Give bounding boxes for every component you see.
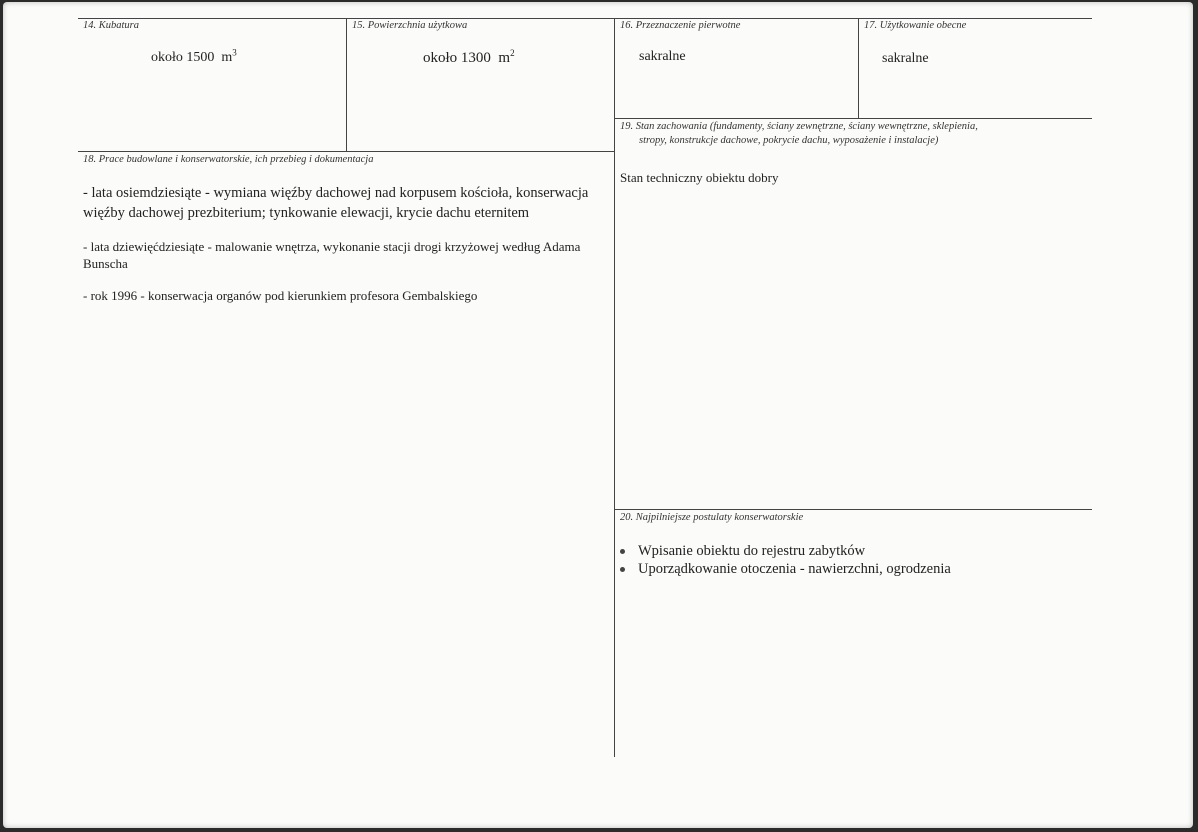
field-16-title: 16. Przeznaczenie pierwotne bbox=[620, 20, 741, 31]
field-19-value: Stan techniczny obiektu dobry bbox=[620, 170, 779, 185]
field-18-item-2: - lata dziewięćdziesiąte - malowanie wnętrza, wykonanie stacji drogi krzyżowej według Adama Bunscha bbox=[83, 239, 581, 271]
grid-line-v1 bbox=[346, 18, 347, 152]
field-20-item-1: Wpisanie obiektu do rejestru zabytków bbox=[617, 542, 951, 560]
grid-line-v2 bbox=[614, 18, 615, 757]
kubatura-unit: m bbox=[221, 50, 233, 65]
field-18-item-1: - lata osiemdziesiąte - wymiana więźby dachowej nad korpusem kościoła, konserwacja więźby dachowej prezbiterium; tynkowanie elewacji, krycie dachu eternitem bbox=[83, 185, 589, 221]
kubatura-value: około 1500 bbox=[151, 50, 215, 65]
field-18-item-3: - rok 1996 - konserwacja organów pod kierunkiem profesora Gembalskiego bbox=[83, 288, 478, 303]
grid-line-h18 bbox=[78, 151, 614, 152]
grid-line-v3 bbox=[858, 18, 859, 118]
field-18-title: 18. Prace budowlane i konserwatorskie, ich przebieg i dokumentacja bbox=[83, 154, 374, 165]
field-15-title: 15. Powierzchnia użytkowa bbox=[352, 20, 468, 31]
field-20-title: 20. Najpilniejsze postulaty konserwatorskie bbox=[620, 512, 804, 523]
field-14-title: 14. Kubatura bbox=[83, 20, 140, 31]
field-19-title-line1: 19. Stan zachowania (fundamenty, ściany zewnętrzne, ściany wewnętrzne, sklepienia, bbox=[620, 121, 978, 132]
powierzchnia-exponent: 2 bbox=[510, 48, 515, 58]
field-14-value bbox=[151, 47, 237, 66]
field-20-item-2: Uporządkowanie otoczenia - nawierzchni, ogrodzenia bbox=[617, 560, 951, 578]
field-15-value bbox=[423, 50, 515, 67]
field-20-list bbox=[617, 542, 951, 578]
kubatura-exponent: 3 bbox=[232, 47, 237, 58]
powierzchnia-unit: m bbox=[498, 50, 511, 66]
record-card bbox=[3, 2, 1193, 828]
field-16-value: sakralne bbox=[639, 49, 686, 64]
grid-line-h19 bbox=[614, 118, 1092, 119]
field-19-title-line2: stropy, konstrukcje dachowe, pokrycie dachu, wyposażenie i instalacje) bbox=[639, 135, 939, 146]
field-17-value: sakralne bbox=[882, 51, 929, 66]
powierzchnia-value: około 1300 bbox=[423, 50, 491, 66]
field-17-title: 17. Użytkowanie obecne bbox=[864, 20, 967, 31]
grid-line-h20 bbox=[614, 509, 1092, 510]
